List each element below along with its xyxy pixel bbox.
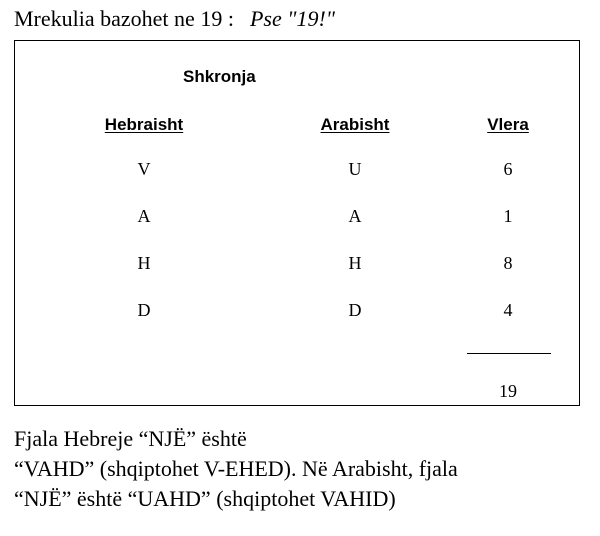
heading — [14, 6, 335, 32]
cell-arabic-letter: D — [348, 300, 362, 320]
paragraph-line: “VAHD” (shqiptohet V-EHED). Në Arabisht, fjala — [14, 456, 458, 481]
cell-value: 8 — [503, 253, 513, 273]
group-title: Shkronja — [183, 67, 256, 86]
heading-italic-text: Pse "19!" — [249, 6, 336, 31]
column-header-hebraisht: Hebraisht — [104, 115, 184, 134]
cell-hebrew-letter: V — [137, 159, 151, 179]
cell-value: 4 — [503, 300, 513, 320]
cell-value: 1 — [503, 206, 513, 226]
total-value: 19 — [499, 381, 517, 401]
cell-value: 6 — [503, 159, 513, 179]
letter-values-table — [14, 40, 580, 406]
cell-hebrew-letter: D — [137, 300, 151, 320]
cell-hebrew-letter: A — [137, 206, 151, 226]
cell-arabic-letter: A — [348, 206, 362, 226]
cell-arabic-letter: H — [348, 253, 362, 273]
explanation-paragraph — [14, 424, 458, 514]
column-header-arabisht: Arabisht — [320, 115, 390, 134]
sum-line — [467, 353, 551, 354]
paragraph-line: “NJË” është “UAHD” (shqiptohet VAHID) — [14, 486, 396, 511]
cell-arabic-letter: U — [348, 159, 362, 179]
heading-text: Mrekulia bazohet ne 19 : — [14, 6, 234, 31]
paragraph-line: Fjala Hebreje “NJË” është — [14, 426, 247, 451]
cell-hebrew-letter: H — [137, 253, 151, 273]
column-header-vlera: Vlera — [487, 115, 529, 134]
